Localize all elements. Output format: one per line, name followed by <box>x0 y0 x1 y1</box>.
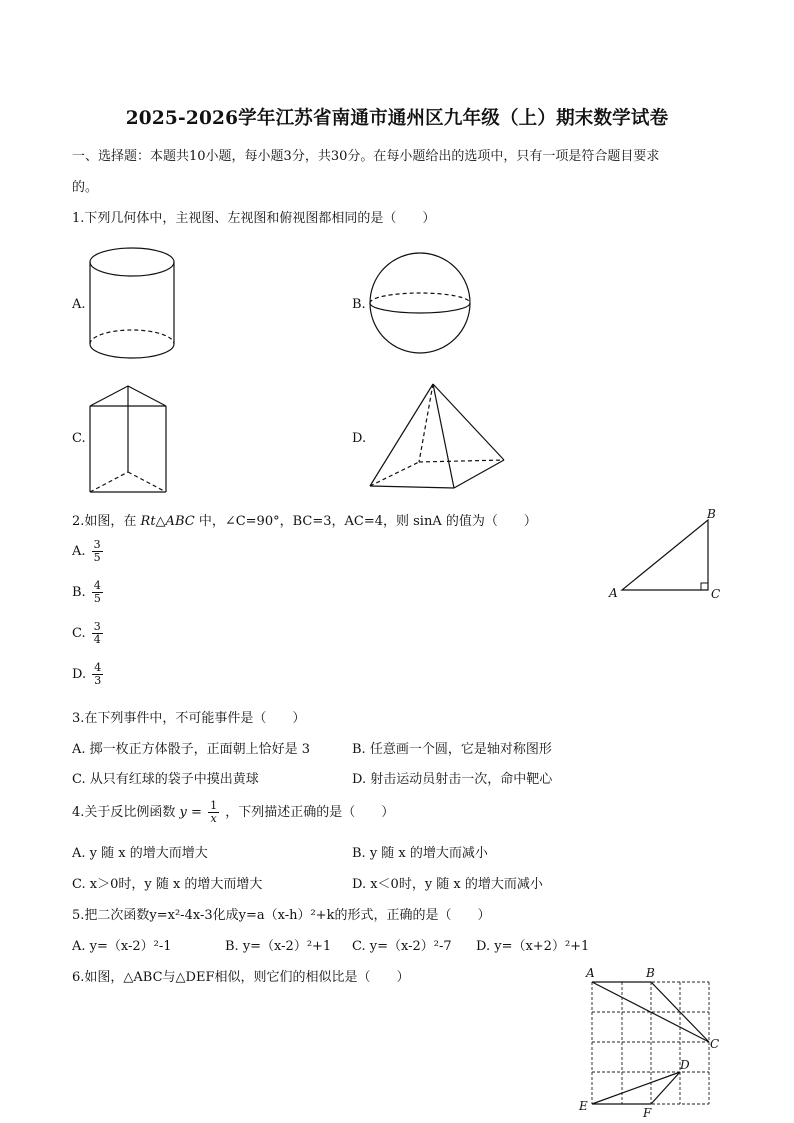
q1-option-b-label: B. <box>352 297 366 312</box>
square-pyramid-figure <box>362 378 512 498</box>
q2-stem-rest: 中，∠C=90°，BC=3，AC=4，则 sinA 的值为（ ） <box>198 514 537 529</box>
fraction <box>92 580 103 605</box>
vertex-label-b: B <box>707 507 716 521</box>
fraction-numerator: 3 <box>93 620 101 633</box>
q2-option-a <box>72 539 105 564</box>
q3-option-d: D. 射击运动员射击一次，命中靶心 <box>352 772 553 787</box>
q3-option-a: A. 掷一枚正方体骰子，正面朝上恰好是 3 <box>72 742 311 757</box>
fraction-numerator: 3 <box>93 538 101 551</box>
q2-option-a-label: A. <box>72 544 86 559</box>
fraction-numerator: 4 <box>93 579 101 592</box>
fraction <box>92 539 103 564</box>
q1-stem: 1.下列几何体中，主视图、左视图和俯视图都相同的是（ ） <box>72 211 436 226</box>
q4-stem-post: ，下列描述正确的是（ ） <box>225 805 395 820</box>
q2-option-b <box>72 580 105 605</box>
point-label-c: C <box>710 1037 720 1051</box>
q4-option-b: B. y 随 x 的增大而减小 <box>352 846 488 861</box>
q2-option-c <box>72 621 105 646</box>
section-instruction-line1: 一、选择题：本题共10小题，每小题3分，共30分。在每小题给出的选项中，只有一项是符合题目要求 <box>72 149 660 164</box>
section-instruction-line2: 的。 <box>72 180 99 195</box>
q4-stem <box>72 800 394 826</box>
fraction-denominator: 4 <box>93 633 101 646</box>
page-title: 2025-2026学年江苏省南通市通州区九年级（上）期末数学试卷 <box>125 108 669 129</box>
q5-option-c: C. y=（x-2）²-7 <box>352 939 452 954</box>
q2-option-d <box>72 662 105 687</box>
q1-option-d-label: D. <box>352 431 367 446</box>
similar-triangles-grid-figure <box>576 962 726 1120</box>
point-label-f: F <box>643 1106 652 1120</box>
q4-option-a: A. y 随 x 的增大而增大 <box>72 846 208 861</box>
q1-option-c-label: C. <box>72 431 86 446</box>
point-label-a: A <box>586 966 595 980</box>
point-label-e: E <box>579 1099 588 1113</box>
q5-option-b: B. y=（x-2）²+1 <box>225 939 332 954</box>
q6-stem: 6.如图，△ABC与△DEF相似，则它们的相似比是（ ） <box>72 970 410 985</box>
q2-stem <box>72 510 537 529</box>
q4-option-d: D. x＜0时，y 随 x 的增大而减小 <box>352 877 543 892</box>
q4-option-c: C. x＞0时，y 随 x 的增大而增大 <box>72 877 263 892</box>
vertex-label-c: C <box>711 587 721 601</box>
q5-option-a: A. y=（x-2）²-1 <box>72 939 172 954</box>
q2-stem-triangle: Rt△ABC <box>140 514 195 529</box>
q1-option-a-label: A. <box>72 297 86 312</box>
q2-option-c-label: C. <box>72 626 86 641</box>
q3-option-c: C. 从只有红球的袋子中摸出黄球 <box>72 772 259 787</box>
q5-option-d: D. y=（x+2）²+1 <box>476 939 590 954</box>
fraction-denominator: 5 <box>93 592 101 605</box>
fraction-numerator: 4 <box>94 661 102 674</box>
q2-option-b-label: B. <box>72 585 86 600</box>
q2-stem-pre: 2.如图，在 <box>72 514 137 529</box>
q4-stem-pre: 4.关于反比例函数 <box>72 805 176 820</box>
q5-stem: 5.把二次函数y=x²-4x-3化成y=a（x-h）²+k的形式，正确的是（ ） <box>72 908 491 923</box>
point-label-d: D <box>680 1058 690 1072</box>
fraction-denominator: 3 <box>94 674 102 687</box>
q2-option-d-label: D. <box>72 667 87 682</box>
q4-function-lhs: y = <box>179 805 202 820</box>
fraction-denominator: x <box>210 812 217 825</box>
cylinder-figure <box>82 240 182 370</box>
q3-stem: 3.在下列事件中，不可能事件是（ ） <box>72 711 306 726</box>
fraction-numerator: 1 <box>210 799 218 812</box>
fraction <box>92 662 103 687</box>
vertex-label-a: A <box>609 586 618 600</box>
fraction <box>92 621 103 646</box>
point-label-b: B <box>646 966 655 980</box>
right-triangle-figure <box>604 504 734 604</box>
fraction <box>208 800 219 825</box>
triangular-prism-figure <box>84 380 174 498</box>
sphere-figure <box>365 248 475 358</box>
q3-option-b: B. 任意画一个圆，它是轴对称图形 <box>352 742 552 757</box>
fraction-denominator: 5 <box>93 551 101 564</box>
